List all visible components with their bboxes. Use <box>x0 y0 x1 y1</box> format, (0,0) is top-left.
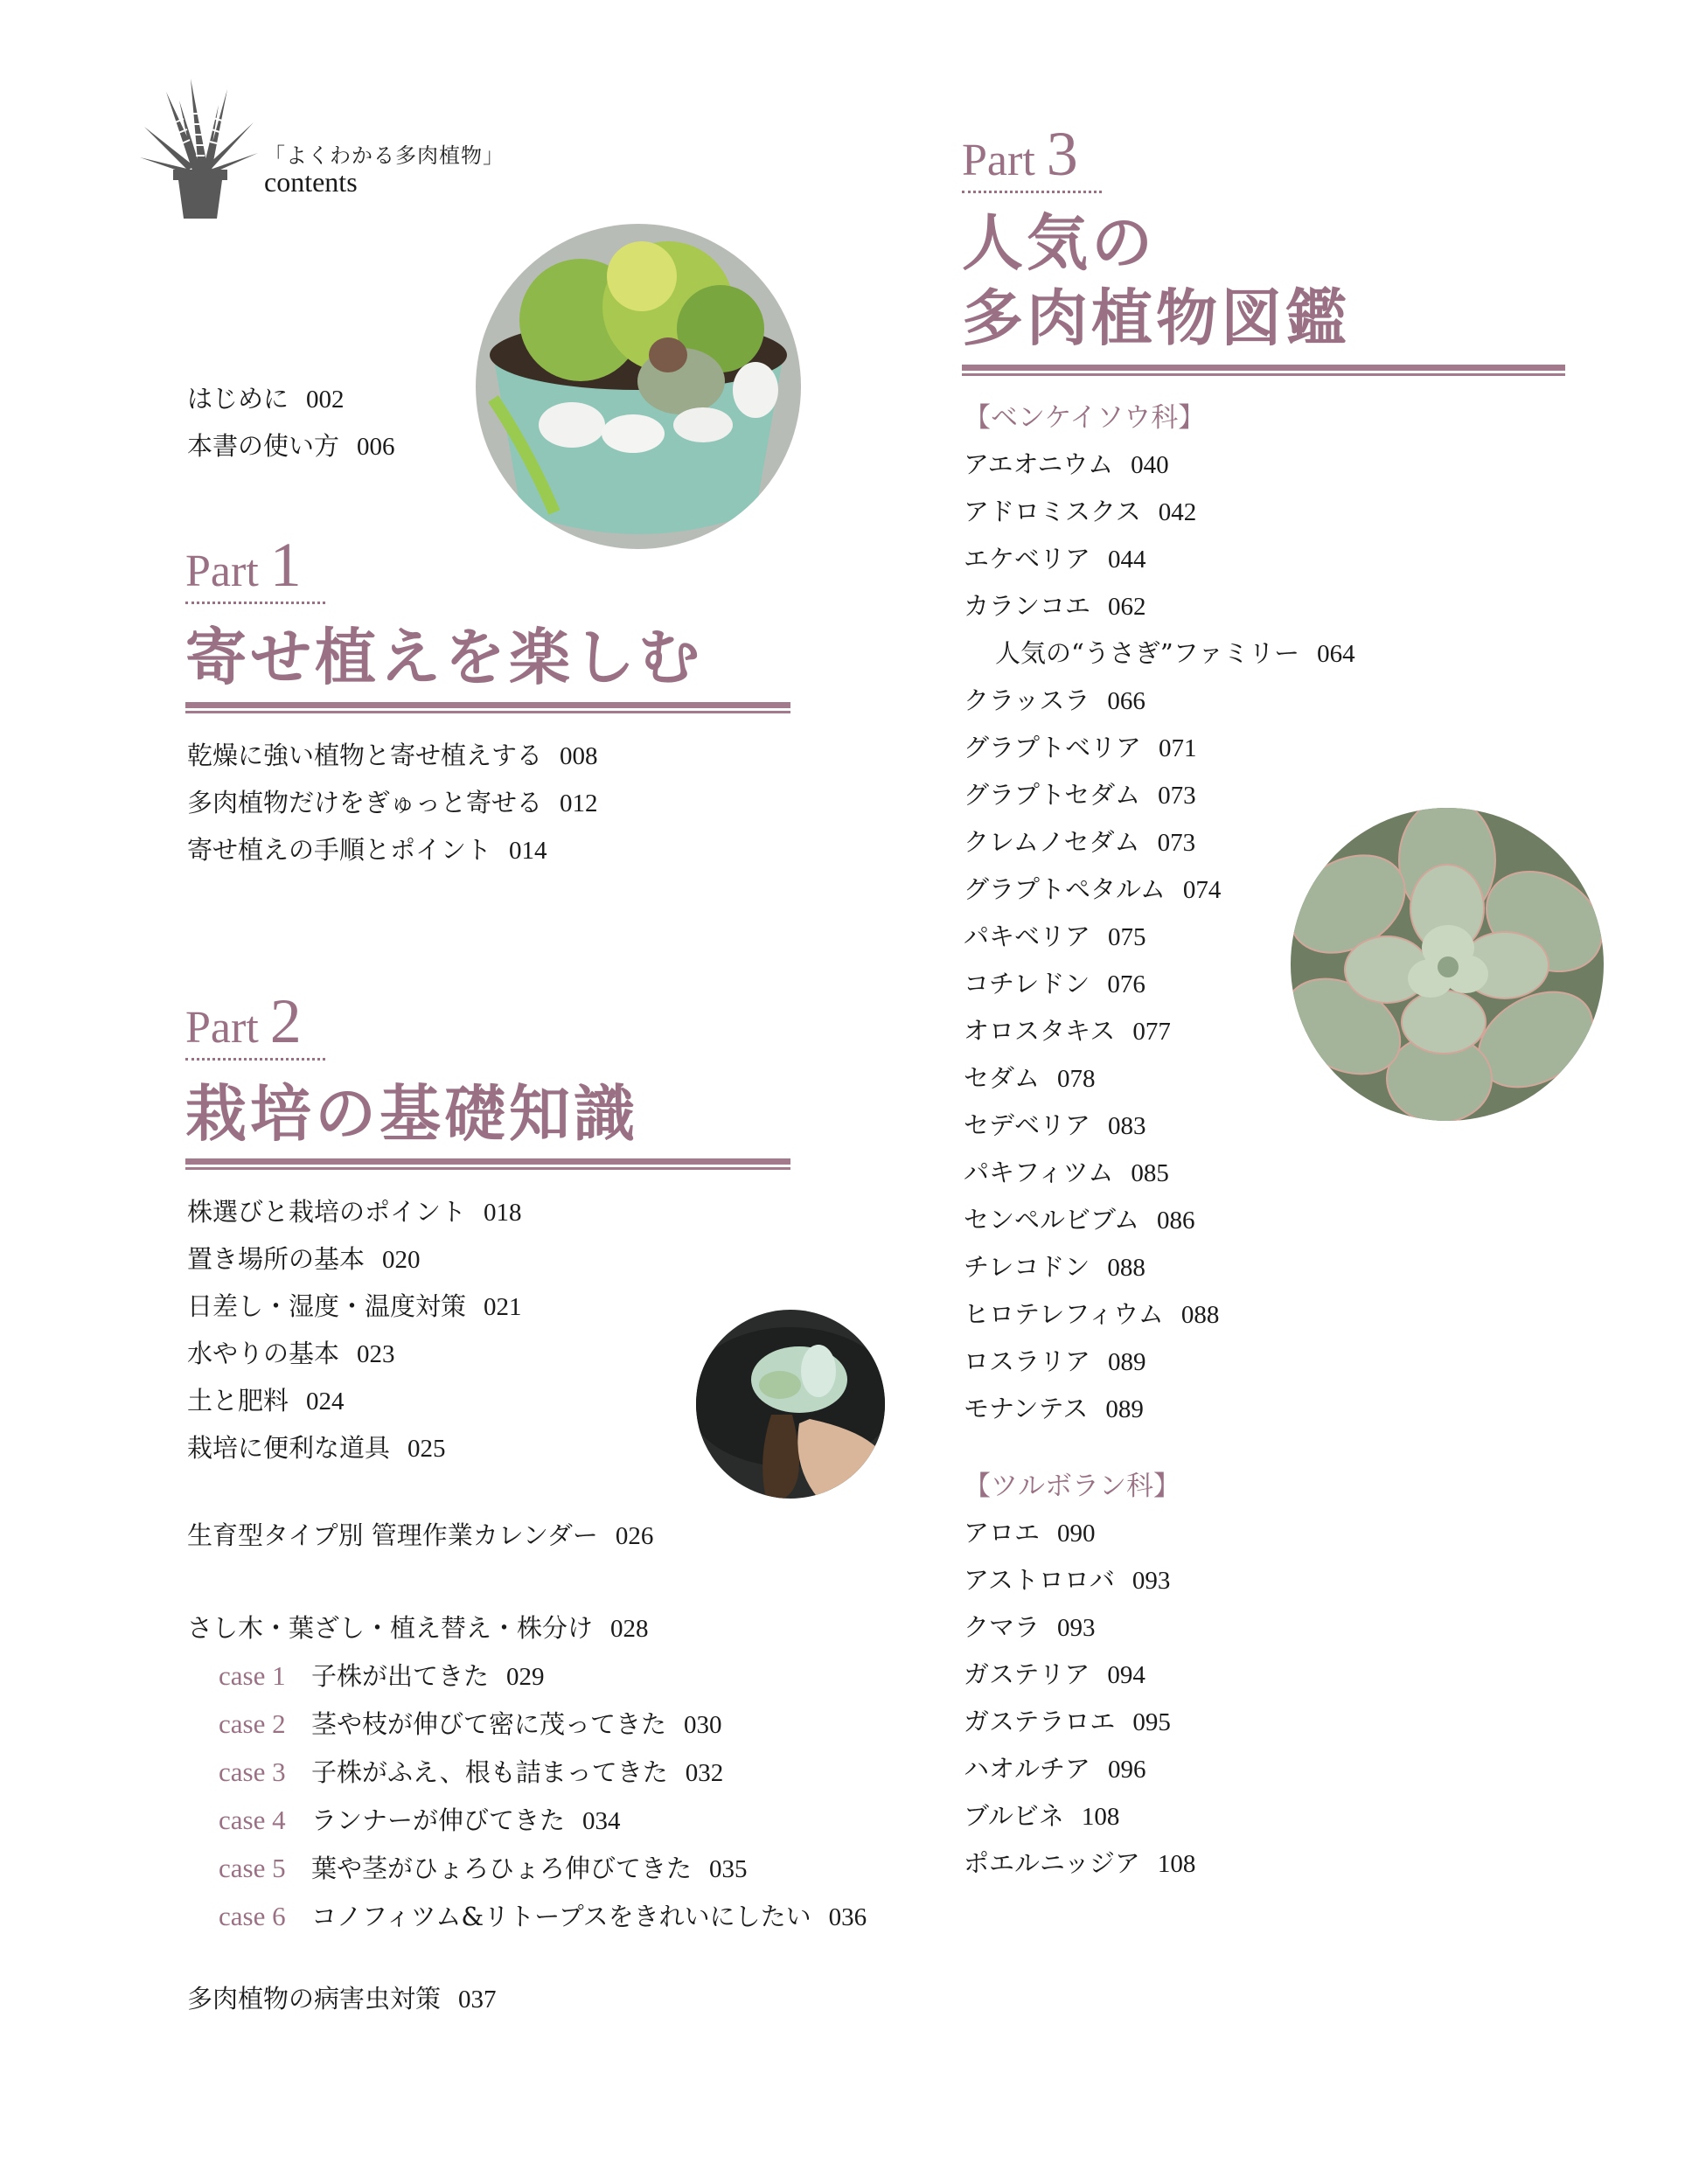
toc-entry[interactable]: クレムノセダム 073 <box>964 827 1196 857</box>
family-asphodelaceae <box>964 1464 1195 1888</box>
toc-entry[interactable]: オロスタキス 077 <box>964 1016 1171 1046</box>
intro-list <box>187 376 395 470</box>
part-label: Part 1 <box>185 530 302 600</box>
dotted-divider <box>962 191 1102 193</box>
repotting-photo <box>696 1310 885 1499</box>
toc-entry[interactable]: グラプトセダム 073 <box>964 780 1196 810</box>
toc-entry[interactable]: はじめに 002 <box>187 384 345 414</box>
part-title: 栽培の基礎知識 <box>185 1078 638 1150</box>
toc-entry[interactable]: さし木・葉ざし・植え替え・株分け 028 <box>187 1613 649 1643</box>
family-crassulaceae <box>964 395 1355 1433</box>
part2-list <box>187 1189 522 1472</box>
toc-entry[interactable]: セデベリア 083 <box>964 1110 1146 1140</box>
toc-entry[interactable]: セダム 078 <box>964 1063 1096 1093</box>
toc-entry[interactable]: 水やりの基本 023 <box>187 1339 395 1368</box>
toc-entry[interactable]: 多肉植物だけをぎゅっと寄せる 012 <box>187 788 598 817</box>
toc-entry[interactable]: ガステリア 094 <box>964 1659 1145 1689</box>
case-label: case 5 <box>219 1853 286 1883</box>
case-entry[interactable]: case 2 茎や枝が伸びて密に茂ってきた 030 <box>187 1701 867 1749</box>
toc-entry[interactable]: ブルビネ 108 <box>964 1801 1120 1831</box>
toc-entry[interactable]: アエオニウム 040 <box>964 449 1169 479</box>
toc-entry[interactable]: コチレドン 076 <box>964 969 1145 998</box>
potted-haworthia-icon <box>140 79 258 219</box>
toc-subentry[interactable]: 人気の“うさぎ”ファミリー 064 <box>995 638 1355 668</box>
toc-entry[interactable]: アストロロバ 093 <box>964 1565 1171 1595</box>
pests-entry <box>187 1976 497 2023</box>
dotted-divider <box>185 602 325 604</box>
title-rule <box>962 365 1565 377</box>
toc-entry[interactable]: ポエルニッジア 108 <box>964 1848 1196 1878</box>
toc-entry[interactable]: ガステラロエ 095 <box>964 1707 1171 1736</box>
part3-heading <box>962 119 1574 377</box>
echeveria-photo <box>1291 808 1604 1121</box>
toc-entry[interactable]: エケベリア 044 <box>964 544 1146 574</box>
toc-entry[interactable]: パキベリア 075 <box>964 922 1146 951</box>
case-entry[interactable]: case 1 子株が出てきた 029 <box>187 1652 867 1701</box>
toc-entry[interactable]: アドロミスクス 042 <box>964 497 1197 526</box>
toc-entry[interactable]: 生育型タイプ別 管理作業カレンダー 026 <box>187 1520 654 1550</box>
toc-entry[interactable]: パキフィツム 085 <box>964 1158 1169 1187</box>
family-heading: 【ベンケイソウ科】 <box>964 402 1206 434</box>
part-title: 寄せ植えを楽しむ <box>185 622 703 693</box>
book-subtitle: 「よくわかる多肉植物」 <box>264 143 505 168</box>
toc-entry[interactable]: 寄せ植えの手順とポイント 014 <box>187 835 547 865</box>
case-entry[interactable]: case 4 ランナーが伸びてきた 034 <box>187 1797 867 1845</box>
title-rule <box>185 702 790 714</box>
toc-entry[interactable]: ヒロテレフィウム 088 <box>964 1299 1220 1329</box>
toc-entry[interactable]: 日差し・湿度・温度対策 021 <box>187 1291 522 1321</box>
toc-entry[interactable]: 土と肥料 024 <box>187 1386 345 1415</box>
calendar-entry <box>187 1513 653 1560</box>
part-label: Part 2 <box>185 986 302 1056</box>
toc-entry[interactable]: 本書の使い方 006 <box>187 431 395 461</box>
case-label: case 1 <box>219 1660 286 1691</box>
case-label: case 4 <box>219 1805 286 1835</box>
part1-heading <box>185 530 797 714</box>
page-number: 002 <box>306 386 345 414</box>
propagation-list <box>187 1605 867 1941</box>
part-title-line1: 人気の <box>962 207 1156 279</box>
part-title-line2: 多肉植物図鑑 <box>962 282 1350 354</box>
toc-entry[interactable]: クマラ 093 <box>964 1612 1096 1642</box>
contents-title: contents <box>264 166 358 198</box>
toc-entry[interactable]: 多肉植物の病害虫対策 037 <box>187 1984 497 2014</box>
case-label: case 2 <box>219 1708 286 1739</box>
toc-entry[interactable]: ロスラリア 089 <box>964 1346 1146 1376</box>
mixed-planting-photo <box>476 224 801 549</box>
toc-entry[interactable]: チレコドン 088 <box>964 1252 1145 1282</box>
case-entry[interactable]: case 5 葉や茎がひょろひょろ伸びてきた 035 <box>187 1845 867 1893</box>
family-heading: 【ツルボラン科】 <box>964 1471 1180 1502</box>
toc-entry[interactable]: センペルビブム 086 <box>964 1205 1195 1235</box>
toc-entry[interactable]: 株選びと栽培のポイント 018 <box>187 1197 522 1227</box>
toc-entry[interactable]: カランコエ 062 <box>964 591 1146 621</box>
toc-entry[interactable]: 栽培に便利な道具 025 <box>187 1433 446 1463</box>
part-label: Part 3 <box>962 119 1078 189</box>
toc-entry[interactable]: 乾燥に強い植物と寄せ植えする 008 <box>187 741 598 770</box>
case-entry[interactable]: case 3 子株がふえ、根も詰まってきた 032 <box>187 1749 867 1797</box>
page-number: 006 <box>357 433 395 461</box>
part2-heading <box>185 986 797 1171</box>
title-rule <box>185 1158 790 1171</box>
part1-list <box>187 733 598 874</box>
toc-entry[interactable]: クラッスラ 066 <box>964 685 1145 715</box>
toc-entry[interactable]: ハオルチア 096 <box>964 1754 1146 1784</box>
case-label: case 3 <box>219 1756 286 1787</box>
toc-entry[interactable]: アロエ 090 <box>964 1518 1096 1548</box>
case-entry[interactable]: case 6 コノフィツム&リトープスをきれいにしたい 036 <box>187 1893 867 1941</box>
toc-entry[interactable]: 置き場所の基本 020 <box>187 1244 421 1274</box>
dotted-divider <box>185 1058 325 1061</box>
case-label: case 6 <box>219 1901 286 1931</box>
toc-entry[interactable]: グラプトペタルム 074 <box>964 874 1222 904</box>
toc-entry[interactable]: グラプトベリア 071 <box>964 733 1197 762</box>
toc-entry[interactable]: モナンテス 089 <box>964 1394 1144 1423</box>
